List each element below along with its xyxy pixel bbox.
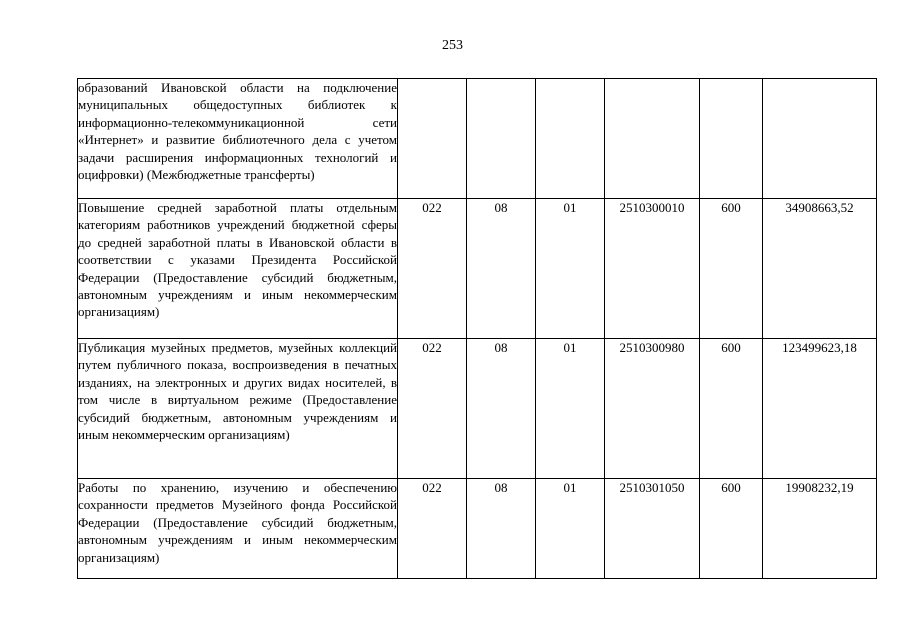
row-description: Работы по хранению, изучению и обеспечению сохранности предметов Музейного фонда Российской Федерации (Предоставление субсидий бюджетным, автономным учреждениям и иным некоммерческим организациям) [78, 479, 398, 579]
row-admin-code: 022 [398, 199, 467, 339]
row-target-article [605, 79, 700, 199]
row-admin-code [398, 79, 467, 199]
budget-table [77, 78, 877, 579]
row-amount: 19908232,19 [763, 479, 877, 579]
row-subsection-code: 01 [536, 479, 605, 579]
row-description: Повышение средней заработной платы отдельным категориям работников учреждений бюджетной сферы до средней заработной платы в Ивановской области в соответствии с указами Президента Российской Федерации (Предоставление субсидий бюджетным, автономным учреждениям и иным некоммерческим организациям) [78, 199, 398, 339]
row-subsection-code: 01 [536, 199, 605, 339]
row-description: Публикация музейных предметов, музейных коллекций путем публичного показа, воспроизведения в печатных изданиях, на электронных и других видах носителей, в том числе в виртуальном режиме (Предоставление субсидий бюджетным, автономным учреждениям и иным некоммерческим организациям) [78, 339, 398, 479]
row-amount: 123499623,18 [763, 339, 877, 479]
row-target-article: 2510301050 [605, 479, 700, 579]
table-row [78, 79, 877, 199]
table-row [78, 199, 877, 339]
row-target-article: 2510300010 [605, 199, 700, 339]
table-row [78, 339, 877, 479]
row-amount [763, 79, 877, 199]
row-amount: 34908663,52 [763, 199, 877, 339]
row-subsection-code [536, 79, 605, 199]
row-description: образований Ивановской области на подключение муниципальных общедоступных библиотек к информационно-телекоммуникационной сети «Интернет» и развитие библиотечного дела с учетом задачи расширения информационных технологий и оцифровки) (Межбюджетные трансферты) [78, 79, 398, 199]
row-admin-code: 022 [398, 479, 467, 579]
row-expense-type: 600 [700, 339, 763, 479]
row-subsection-code: 01 [536, 339, 605, 479]
row-section-code: 08 [467, 339, 536, 479]
row-target-article: 2510300980 [605, 339, 700, 479]
table-row [78, 479, 877, 579]
row-section-code: 08 [467, 479, 536, 579]
row-admin-code: 022 [398, 339, 467, 479]
page-number: 253 [442, 38, 463, 53]
row-expense-type [700, 79, 763, 199]
row-expense-type: 600 [700, 479, 763, 579]
row-expense-type: 600 [700, 199, 763, 339]
row-section-code: 08 [467, 199, 536, 339]
row-section-code [467, 79, 536, 199]
